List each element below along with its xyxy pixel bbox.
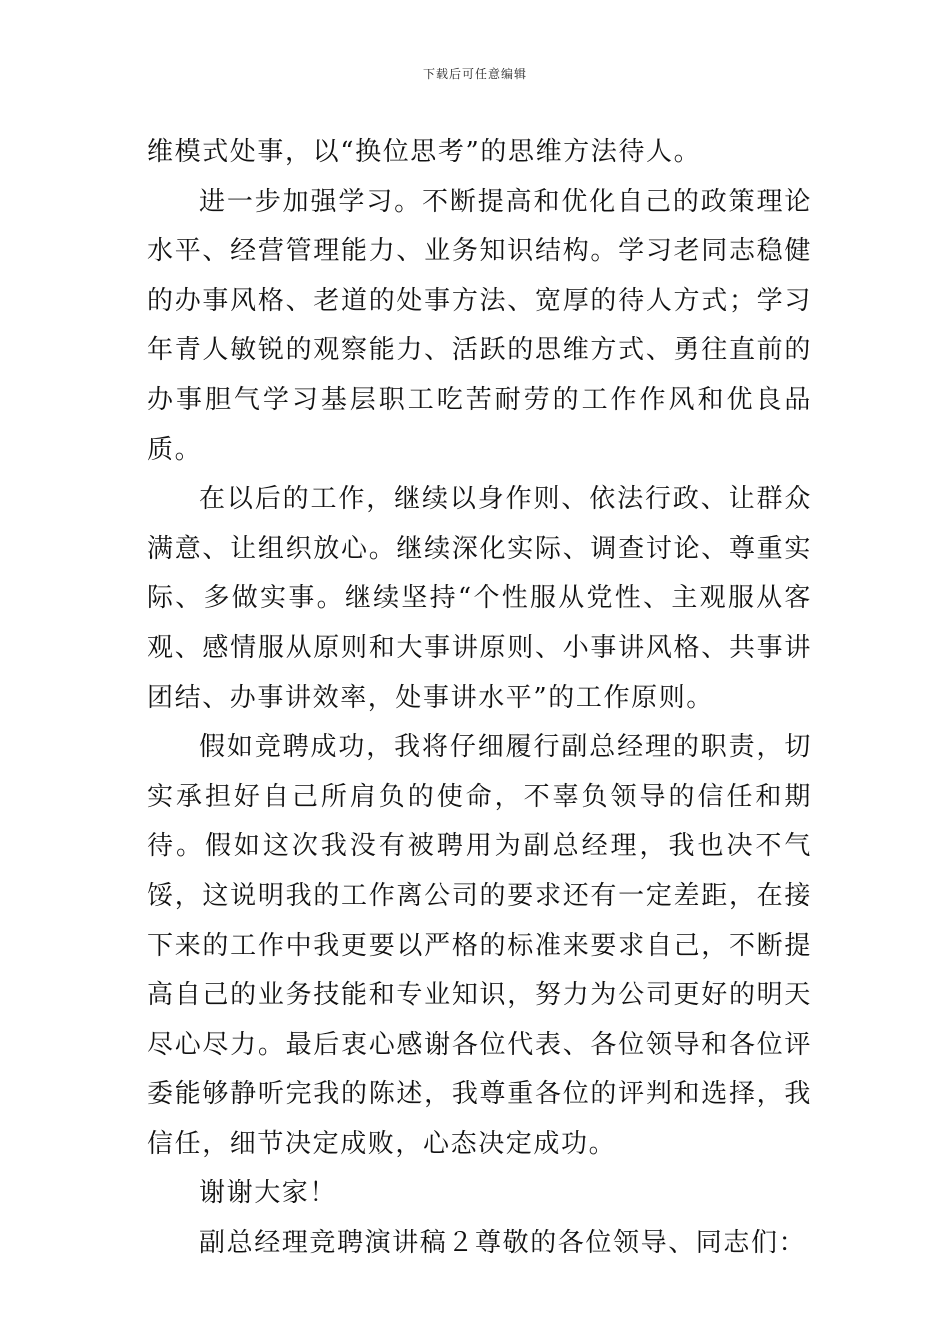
paragraph-thanks: 谢谢大家！ [199,1178,338,1209]
paragraph-next-speech-title: 副总经理竞聘演讲稿２尊敬的各位领导、同志们： [199,1228,807,1259]
paragraph-closing-commitment: 假如竞聘成功，我将仔细履行副总经理的职责，切实承担好自己所肩负的使命，不辜负领导的信任和期待。假如这次我没有被聘用为副总经理，我也决不气馁，这说明我的工作离公司的要求还有一定差距，在接下来的工作中我更要以严格的标准来要求自己，不断提高自己的业务技能和专业知识，努力为公司更好的明天尽心尽力。最后衷心感谢各位代表、各位领导和各位评委能够静听完我的陈述，我尊重各位的评判和选择，我信任，细节决定成败，心态决定成功。 [147,732,812,1159]
paragraph-continuation: 维模式处事，以“换位思考”的思维方法待人。 [147,137,702,167]
paragraph-work-principles: 在以后的工作，继续以身作则、依法行政、让群众满意、让组织放心。继续深化实际、调查讨论、尊重实际、多做实事。继续坚持“个性服从党性、主观服从客观、感情服从原则和大事讲原则、小事讲风格、共事讲团结、办事讲效率，处事讲水平”的工作原则。 [147,484,812,713]
paragraph-study: 进一步加强学习。不断提高和优化自己的政策理论水平、经营管理能力、业务知识结构。学习老同志稳健的办事风格、老道的处事方法、宽厚的待人方式；学习年青人敏锐的观察能力、活跃的思维方式、勇往直前的办事胆气学习基层职工吃苦耐劳的工作作风和优良品质。 [147,186,812,465]
page-header-note: 下载后可任意编辑 [422,67,527,81]
document-body [147,128,812,1269]
